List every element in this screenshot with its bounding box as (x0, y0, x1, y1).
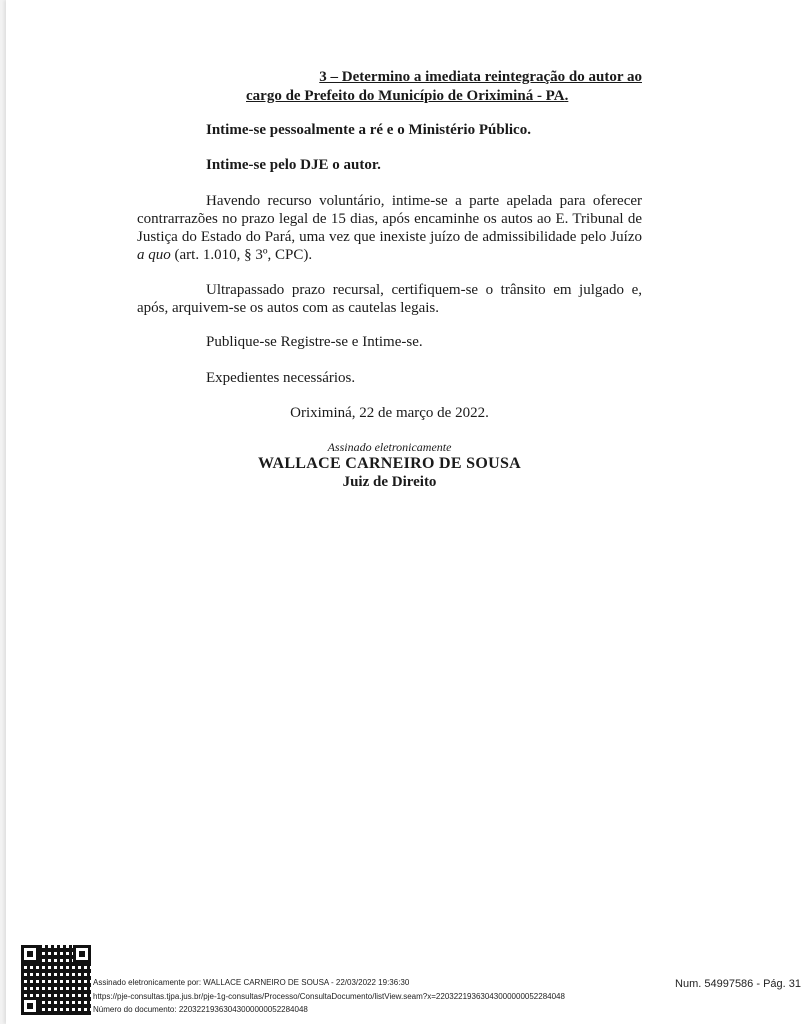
transito-paragraph: Ultrapassado prazo recursal, certifiquem-se o trânsito em julgado e, após, arquivem-se os autos com as cautelas legais. (137, 282, 642, 316)
recurso-text-1: Havendo recurso voluntário, intime-se a parte apelada para oferecer contrarrazões no prazo legal de 15 dias, após encaminhe os autos ao E. Tribunal de Justiça do Estado do Pará, uma vez que inexiste juízo de admissibilidade pelo Juízo (137, 193, 642, 245)
intimacao-autor-paragraph: Intime-se pelo DJE o autor. (206, 157, 381, 173)
signature-note: Assinado eletronicamente (327, 440, 452, 454)
publique-paragraph: Publique-se Registre-se e Intime-se. (206, 334, 423, 350)
local-data: Oriximiná, 22 de março de 2022. (290, 405, 489, 421)
recurso-text-2: (art. 1.010, § 3º, CPC). (170, 247, 313, 263)
qr-finder-top-right (73, 945, 91, 963)
signature-role: Juiz de Direito (342, 474, 437, 490)
recurso-italic-text: a quo (137, 247, 171, 263)
recurso-paragraph (137, 192, 642, 264)
footer-url[interactable]: https://pje-consultas.tjpa.jus.br/pje-1g-consultas/Processo/ConsultaDocumento/listView.seam?x=22032219363043000000052284048 (93, 991, 565, 1001)
footer-signed-by: Assinado eletronicamente por: WALLACE CARNEIRO DE SOUSA - 22/03/2022 19:36:30 (93, 978, 410, 987)
footer-doc-number: Número do documento: 22032219363043000000052284048 (93, 1005, 308, 1014)
signature-name: WALLACE CARNEIRO DE SOUSA (257, 455, 522, 472)
page-number: Num. 54997586 - Pág. 31 (675, 978, 801, 990)
qr-code-icon[interactable] (21, 945, 91, 1015)
decision-item-3-line2: cargo de Prefeito do Município de Oriximiná - PA. (246, 88, 569, 104)
decision-item-3-line1: 3 – Determino a imediata reintegração do autor ao (319, 69, 642, 85)
intimacao-re-paragraph: Intime-se pessoalmente a ré e o Ministério Público. (206, 122, 531, 138)
qr-finder-bottom-left (21, 997, 39, 1015)
footer-signature-info (93, 976, 565, 1017)
expedientes-paragraph: Expedientes necessários. (206, 370, 356, 386)
qr-finder-top-left (21, 945, 39, 963)
decision-item-3-line2-text: cargo de Prefeito do Município de Oriximiná - PA (246, 88, 565, 104)
document-page (6, 0, 811, 1024)
decision-item-3 (242, 68, 642, 106)
